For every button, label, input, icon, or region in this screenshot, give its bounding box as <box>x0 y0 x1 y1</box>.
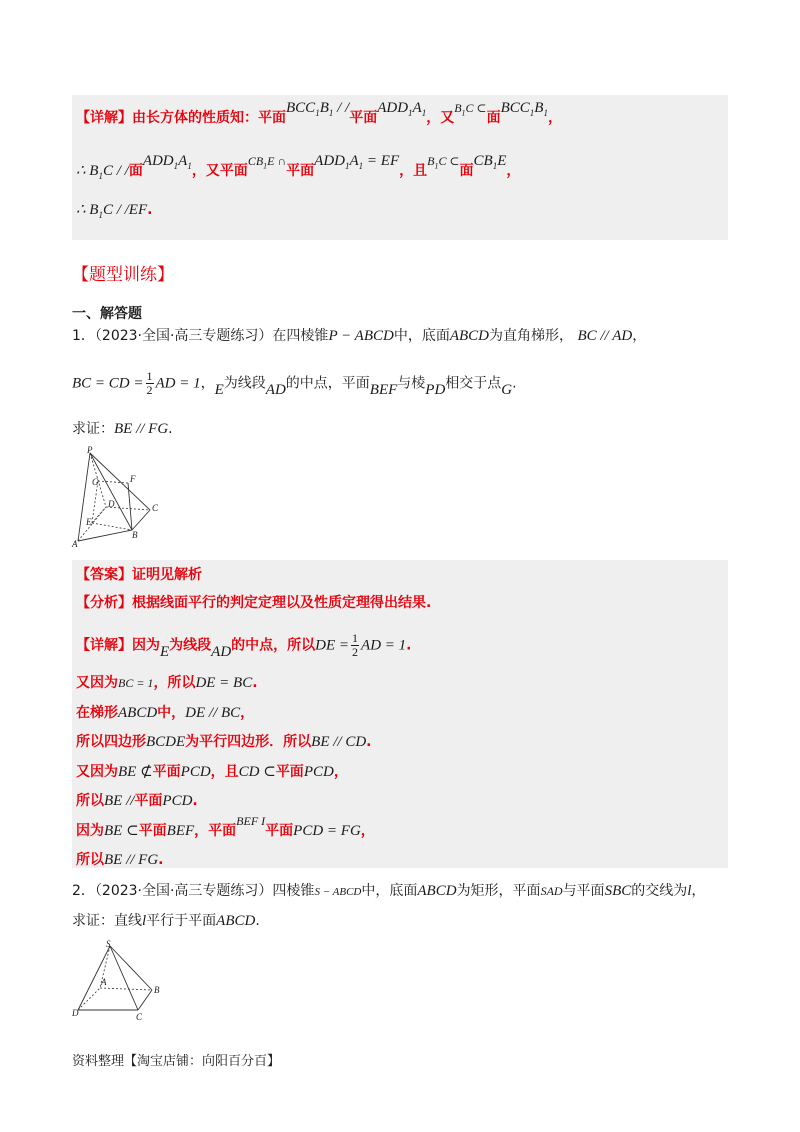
fig1-label-P: P <box>87 445 93 455</box>
analysis-line: 【分析】根据线面平行的判定定理以及性质定理得出结果. <box>76 595 432 611</box>
answer-detail-6: 所以BE //平面PCD. <box>76 793 198 809</box>
answer-line: 【答案】证明见解析 <box>76 567 202 583</box>
pyramid-figure-1 <box>70 445 170 550</box>
answer-detail-2: 又因为BC = 1，所以DE = BC. <box>76 675 258 691</box>
fig2-label-D: D <box>72 1008 79 1018</box>
fig1-label-F: F <box>130 474 136 484</box>
answer-detail-4: 所以四边形BCDE为平行四边形．所以BE // CD. <box>76 734 372 750</box>
answer-detail-8: 所以BE // FG. <box>76 852 164 868</box>
answer-detail-5: 又因为BE ⊄平面PCD，且CD ⊂平面PCD， <box>76 764 348 780</box>
fig2-label-S: S <box>106 939 111 949</box>
detail-line-3: ∴ $B_1C / /EF$. <box>76 202 153 220</box>
q1-line-2: BC = CD = $\frac{1}{2}$ AD = 1，E为线段AD的中点，平面BEF与棱PD相交于点G. <box>72 369 517 398</box>
fig1-label-A: A <box>72 539 78 549</box>
fig1-label-D: D <box>108 499 115 509</box>
answer-detail-3: 在梯形ABCD中，DE // BC， <box>76 705 255 721</box>
fig1-label-E: E <box>86 517 92 527</box>
fig2-label-C: C <box>136 1012 143 1022</box>
pyramid-figure-2 <box>70 938 170 1023</box>
fig1-label-G: G <box>92 477 99 487</box>
answer-detail-1: 【详解】因为E为线段AD的中点，所以DE = $\frac{1}{2}$ AD = 1. <box>76 631 412 660</box>
answer-detail-7: 因为BE ⊂平面BEF，平面BEF I平面PCD = FG， <box>76 814 375 839</box>
fraction-half-2: $\frac{1}{2}$ <box>352 631 359 659</box>
training-title: 【题型训练】 <box>72 265 174 285</box>
detail-line-1: 【详解】由长方体的性质知：平面$BCC_1B_1$ / /平面$ADD_1A_1$，又$B_1C$ ⊂面$BCC_1B_1$， <box>76 100 562 126</box>
q2-line-2: 求证：直线l平行于平面ABCD. <box>72 913 260 929</box>
section-title: 一、解答题 <box>72 306 142 322</box>
footer-note: 资料整理【淘宝店铺：向阳百分百】 <box>72 1054 281 1069</box>
fraction-half: $\frac{1}{2}$ <box>146 369 153 397</box>
fig2-label-B: B <box>154 985 160 995</box>
fig2-label-A: A <box>101 977 107 987</box>
fig1-label-C: C <box>152 503 159 513</box>
q2-line-1: 2．（2023·全国·高三专题练习）四棱锥S − ABCD中，底面ABCD为矩形，平面SAD与平面SBC的交线为l， <box>72 883 706 899</box>
detail-line-2: ∴ $B_1C$ / /面$ADD_1A_1$，又平面$CB_1E$ ∩平面$ADD_1A_1$ = EF，且$B_1C$ ⊂面$CB_1E$， <box>76 153 521 181</box>
q1-line-1: 1．（2023·全国·高三专题练习）在四棱锥P − ABCD中，底面ABCD为直角梯形， BC // AD， <box>72 328 647 344</box>
fig1-label-B: B <box>132 530 138 540</box>
q1-prove: 求证：BE // FG. <box>72 421 173 437</box>
